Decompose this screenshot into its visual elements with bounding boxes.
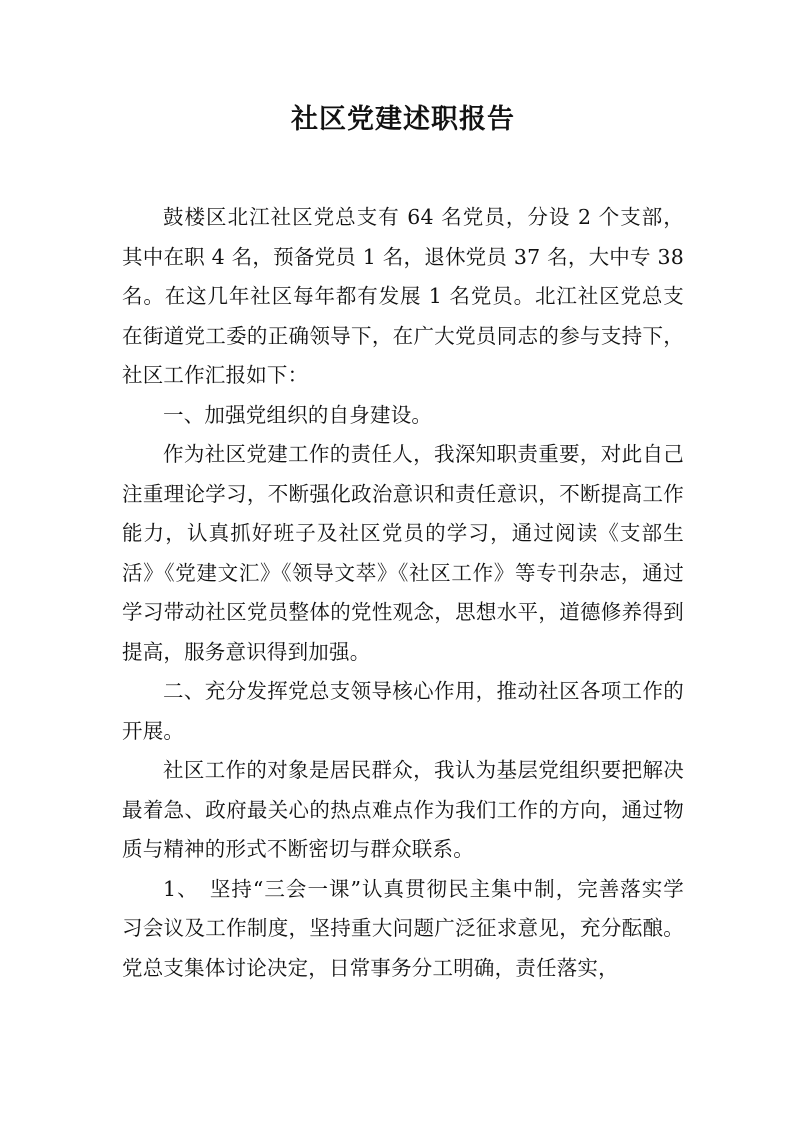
paragraph-section-2: 社区工作的对象是居民群众，我认为基层党组织要把解决最着急、政府最关心的热点难点作为我们工作的方向，通过物质与精神的形式不断密切与群众联系。 bbox=[122, 758, 684, 861]
paragraph-section-1: 作为社区党建工作的责任人，我深知职责重要，对此自己注重理论学习，不断强化政治意识和责任意识，不断提高工作能力，认真抓好班子及社区党员的学习，通过阅读《支部生活》《党建文汇》《领导文萃》《社区工作》等专刊杂志，通过学习带动社区党员整体的党性观念，思想水平，道德修养得到提高，服务意识得到加强。 bbox=[122, 442, 684, 664]
section-heading-2: 二、充分发挥党总支领导核心作用，推动社区各项工作的开展。 bbox=[122, 679, 684, 743]
section-heading-1: 一、加强党组织的自身建设。 bbox=[163, 402, 433, 427]
paragraph-item-1: 1、 坚持“三会一课”认真贯彻民主集中制，完善落实学习会议及工作制度，坚持重大问题广泛征求意见，充分酝酿。党总支集体讨论决定，日常事务分工明确，责任落实， bbox=[122, 876, 684, 980]
paragraph-intro: 鼓楼区北江社区党总支有 64 名党员，分设 2 个支部，其中在职 4 名，预备党员 1 名，退休党员 37 名，大中专 38 名。在这几年社区每年都有发展 1 名党员。北江社区党总支在街道党工委的正确领导下，在广大党员同志的参与支持下，社区工作汇报如下： bbox=[122, 205, 684, 387]
document-title: 社区党建述职报告 bbox=[291, 104, 515, 135]
document-body bbox=[122, 198, 684, 988]
